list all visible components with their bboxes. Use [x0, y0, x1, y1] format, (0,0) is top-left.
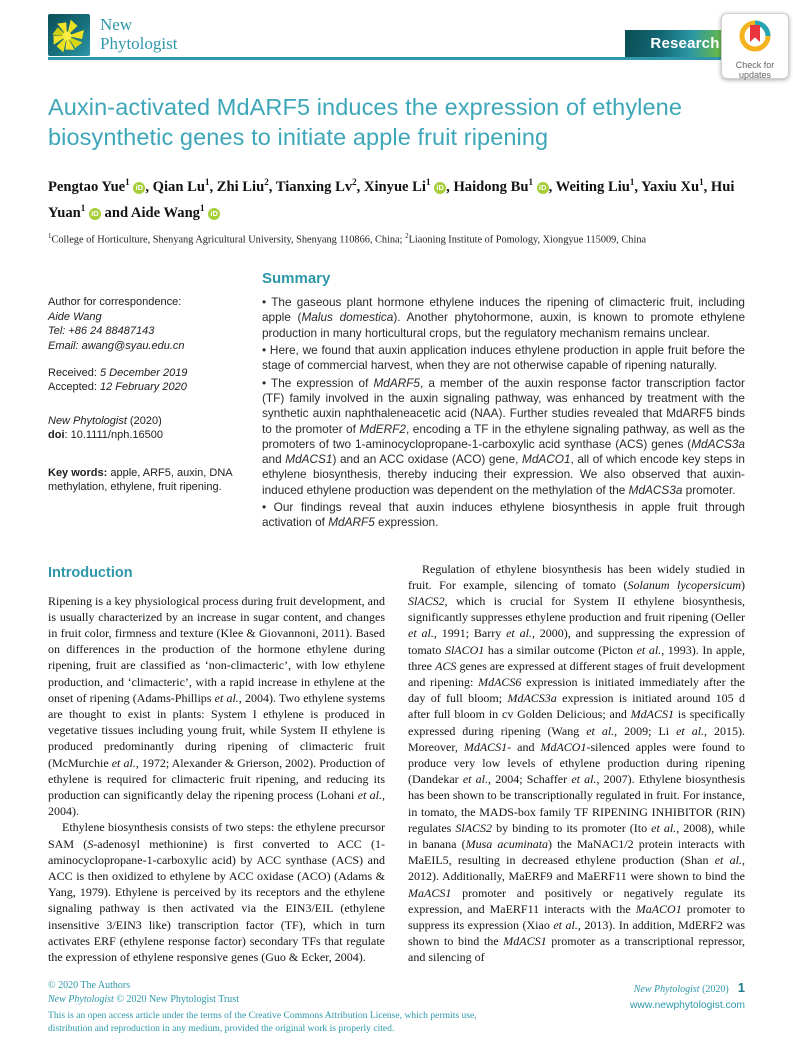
- footer-copyright: [48, 979, 477, 1035]
- affiliations: $^1$College of Horticulture, Shenyang Agricultural University, Shenyang 110866, China; $^2$Liaoning Institute of Pomology, Xiongyue 115009, China: [48, 231, 647, 246]
- footer-journal-citation: New Phytologist (2020): [633, 984, 729, 995]
- intro-paragraph: Ripening is a key physiological process during fruit development, and is usually characterized by an increase in sugar content, and changes in fruit color, firmness and texture (Klee & Giovannoni, 2011). Based on differences in the production of the hormone ethylene during ripening, fruit are classified as ‘non-climacteric’, with low ethylene production, and ‘climacteric’, with a rapid increase in ethylene at the onset of ripening (Adams-Phillips et al., 2004). Two ethylene systems are thought to exist in plants: System I ethylene is produced in vegetative tissues including young fruit, while System II ethylene is produced predominantly during ripening of climacteric fruit (McMurchie et al., 1972; Alexander & Grierson, 2002). Production of ethylene is required for climacteric fruit ripening, and reducing its production can significantly delay the ripening process (Lohani et al., 2004).: [48, 593, 386, 819]
- correspondence-name: Aide Wang: [48, 310, 102, 323]
- article-info-sidebar: [48, 270, 249, 532]
- footer-trust-line: New Phytologist © 2020 New Phytologist Trust: [48, 993, 239, 1005]
- journal-website-link[interactable]: www.newphytologist.com: [629, 1000, 745, 1011]
- intro-paragraph: Ethylene biosynthesis consists of two steps: the ethylene precursor SAM (S-adenosyl methionine) is first converted to ACC (1-aminocyclopropane-1-carboxylic acid) by ACC synthase (ACS) and ACC is then oxidized to ethylene by ACC oxidase (ACO) (Adams & Yang, 1979). Ethylene is perceived by its receptors and the ethylene signaling pathway is then activated via the EIN3/EIL (ethylene insensitive 3/EIN3 like) transcription factor (TF), which in turn activates ERF (ethylene response factor) secondary TFs that regulate the expression of ethylene responsive genes (Guo & Ecker, 2004).: [48, 820, 385, 965]
- research-badge: Research: [625, 30, 745, 57]
- introduction-heading: Introduction: [48, 564, 133, 581]
- dates-block: [48, 366, 249, 395]
- orcid-icon[interactable]: iD: [434, 182, 446, 194]
- orcid-icon[interactable]: iD: [89, 208, 101, 220]
- journal-name-line1: New: [100, 15, 133, 34]
- summary-bullet: • The expression of MdARF5, a member of the auxin response factor transcription factor (TF) family involved in the auxin signaling pathway, was enhanced by treatment with the synthetic auxin naphthaleneacetic acid (NAA). Further studies revealed that MdARF5 binds to the promoter of MdERF2, encoding a TF in the ethylene signaling pathway, as well as the promoters of two 1-aminocyclopropane-1-carboxylic acid synthase (ACS) genes (MdACS3a and MdACS1) and an ACC oxidase (ACO) gene, MdACO1, all of which encode key steps in ethylene biosynthesis, thereby inducing their expression. We also observed that auxin-induced ethylene production was dependent on the methylation of the MdACS3a promoter.: [262, 375, 745, 497]
- article-title: Auxin-activated MdARF5 induces the expression of ethylene biosynthetic genes to initiate apple fruit ripening: [48, 94, 683, 150]
- intro-left-column: [48, 561, 385, 976]
- citation-block: [48, 414, 249, 443]
- summary-bullet: • Here, we found that auxin application induces ethylene production in apple fruit before the stage of commercial harvest, when they are not otherwise capable of ripening naturally.: [262, 343, 745, 373]
- journal-name: [100, 15, 177, 53]
- header-rule: [48, 57, 745, 60]
- summary-section: [262, 270, 745, 532]
- orcid-icon[interactable]: iD: [537, 182, 549, 194]
- footer-authors-line: © 2020 The Authors: [48, 980, 131, 991]
- intro-right-column: [408, 561, 745, 976]
- page-number: 1: [737, 980, 745, 995]
- journal-header: [48, 14, 775, 80]
- accepted-date: Accepted: 12 February 2020: [48, 381, 187, 394]
- page-footer: [48, 979, 745, 1035]
- summary-heading: Summary: [262, 270, 331, 288]
- keywords-block: Key words: apple, ARF5, auxin, DNA methylation, ethylene, fruit ripening.: [48, 466, 233, 494]
- author-list: Pengtao Yue$^1$ iD , Qian Lu$^1$, Zhi Liu$^2$, Tianxing Lv$^2$, Xinyue Li$^1$ iD , Haidong Bu$^1$ iD , Weiting Liu$^1$, Yaxiu Xu$^1$, Hui Yuan$^1$ iD and Aide Wang$^1$ iD: [48, 177, 735, 221]
- new-phytologist-logo-icon: [48, 14, 90, 56]
- correspondence-label: Author for correspondence:: [48, 296, 182, 309]
- footer-license: This is an open access article under the terms of the Creative Commons Attribution License, which permits use, distribution and reproduction in any medium, provided the original work is properly cited.: [48, 1010, 477, 1034]
- correspondence-block: [48, 295, 249, 353]
- received-date: Received: 5 December 2019: [48, 366, 188, 379]
- journal-name-line2: Phytologist: [100, 34, 178, 53]
- check-for-updates-button[interactable]: [721, 13, 789, 79]
- orcid-icon[interactable]: iD: [208, 208, 220, 220]
- footer-citation-line: [630, 981, 745, 996]
- correspondence-email[interactable]: Email: awang@syau.edu.cn: [48, 339, 185, 352]
- introduction-section: [48, 561, 745, 976]
- doi: doi: 10.1111/nph.16500: [48, 429, 163, 442]
- footer-journal-info: [630, 979, 745, 1012]
- intro-paragraph: Regulation of ethylene biosynthesis has been widely studied in fruit. For example, silencing of tomato (Solanum lycopersicum) SlACS2, which is crucial for System II ethylene biosynthesis, significantly suppresses ethylene production and fruit ripening (Oeller et al., 1991; Barry et al., 2000), and suppressing the expression of tomato SlACO1 has a similar outcome (Picton et al., 1993). In apple, three ACS genes are expressed at different stages of fruit development and ripening: MdACS6 expression is initiated immediately after the day of full bloom; MdACS3a expression is initiated around 105 d after full bloom in cv Golden Delicious; and MdACS1 is specifically expressed during ripening (Wang et al., 2009; Li et al., 2015). Moreover, MdACS1- and MdACO1-silenced apples were found to produce very low levels of ethylene production during ripening (Dandekar et al., 2004; Schaffer et al., 2007). Ethylene biosynthesis has been shown to be transcriptionally regulated in fruit. For instance, in tomato, the MADS-box family TF RIPENING INHIBITOR (RIN) regulates SlACS2 by binding to its promoter (Ito et al., 2008), while in banana (Musa acuminata) the MaNAC1/2 protein interacts with MaEIL5, resulting in decreased ethylene production (Shan et al., 2012). Additionally, MaERF9 and MaERF11 were shown to bind the MaACS1 promoter and positively or negatively regulate its expression, and MaERF11 interacts with the MaACO1 promoter to suppress its expression (Xiao et al., 2013). In addition, MdERF2 was shown to bind the MdACS1 promoter as a transcriptional repressor, and silencing of: [408, 561, 745, 965]
- correspondence-tel: Tel: +86 24 88487143: [48, 325, 155, 338]
- journal-citation: New Phytologist (2020): [48, 414, 162, 427]
- summary-bullet: • The gaseous plant hormone ethylene induces the ripening of climacteric fruit, including apple (Malus domestica). Another phytohormone, auxin, is known to promote ethylene production in many horticultural crops, but the regulatory mechanism remains unclear.: [262, 295, 746, 340]
- check-for-updates-label: Check for updates: [735, 60, 775, 80]
- orcid-icon[interactable]: iD: [133, 182, 145, 194]
- check-for-updates-icon: [737, 18, 773, 54]
- summary-bullet: • Our findings reveal that auxin induces ethylene biosynthesis in apple fruit through activation of MdARF5 expression.: [262, 500, 745, 530]
